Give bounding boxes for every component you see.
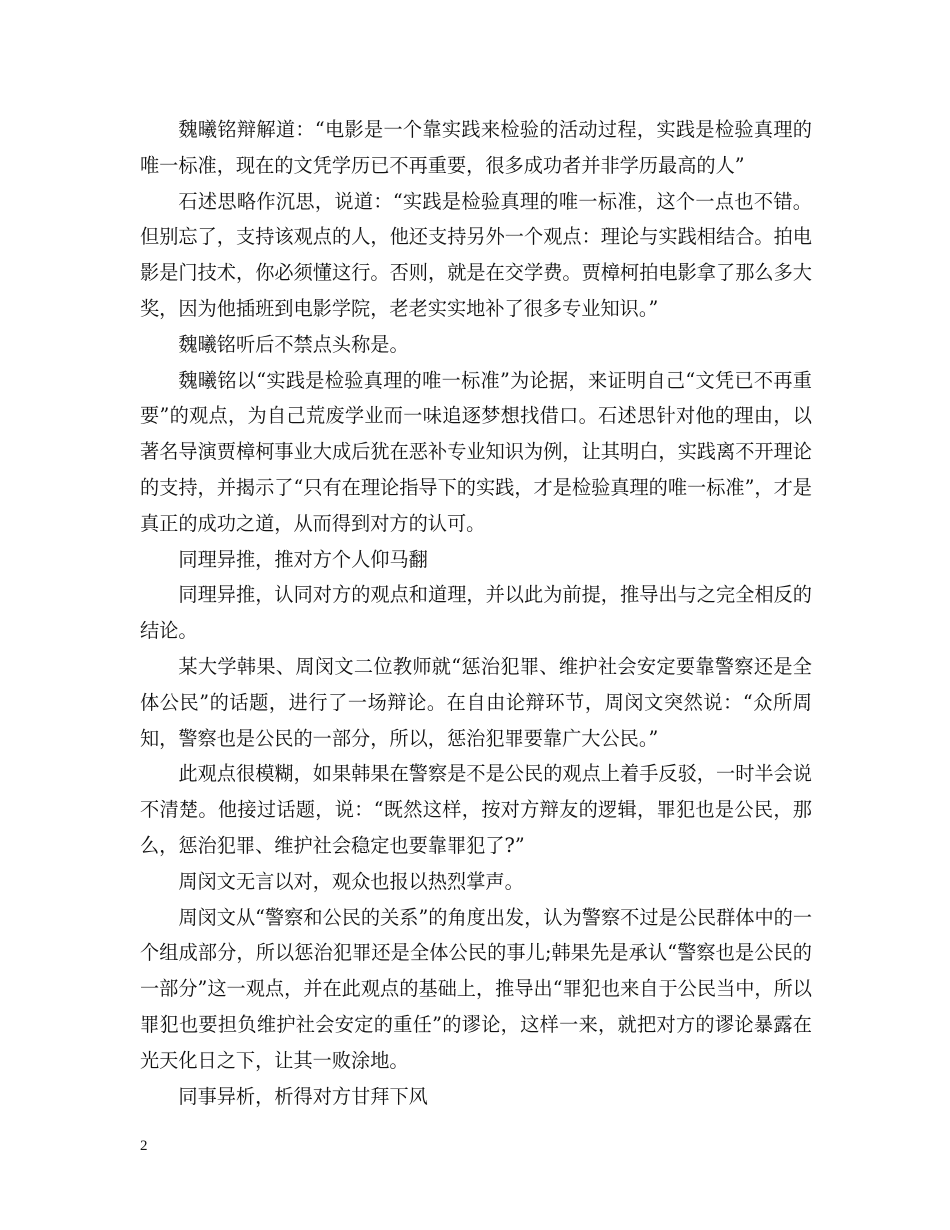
page-number: 2 <box>140 1138 148 1154</box>
paragraph: 魏曦铭以“实践是检验真理的唯一标准”为论据，来证明自己“文凭已不再重要”的观点，为自己荒废学业而一味追逐梦想找借口。石述思针对他的理由，以著名导演贾樟柯事业大成后犹在恶补专业知识为例，让其明白，实践离不开理论的支持，并揭示了“只有在理论指导下的实践，才是检验真理的唯一标准”，才是真正的成功之道，从而得到对方的认可。 <box>140 368 812 535</box>
section-heading: 同事异析，析得对方甘拜下风 <box>178 1084 428 1108</box>
paragraph: 某大学韩果、周闵文二位教师就“惩治犯罪、维护社会安定要靠警察还是全体公民”的话题，进行了一场辩论。在自由论辩环节，周闵文突然说：“众所周知，警察也是公民的一部分，所以，惩治犯罪要靠广大公民。” <box>140 654 812 750</box>
paragraph: 此观点很模糊，如果韩果在警察是不是公民的观点上着手反驳，一时半会说不清楚。他接过话题，说：“既然这样，按对方辩友的逻辑，罪犯也是公民，那么，惩治犯罪、维护社会稳定也要靠罪犯了?” <box>140 762 812 857</box>
paragraph: 魏曦铭辩解道：“电影是一个靠实践来检验的活动过程，实践是检验真理的唯一标准，现在的文凭学历已不再重要，很多成功者并非学历最高的人” <box>140 118 812 177</box>
body-text <box>140 112 812 1114</box>
paragraph: 石述思略作沉思，说道：“实践是检验真理的唯一标准，这个一点也不错。但别忘了，支持该观点的人，他还支持另外一个观点：理论与实践相结合。拍电影是门技术，你必须懂这行。否则，就是在交学费。贾樟柯拍电影拿了那么多大奖，因为他插班到电影学院，老老实实地补了很多专业知识。” <box>140 189 812 320</box>
section-heading: 同理异推，推对方个人仰马翻 <box>178 547 428 571</box>
paragraph: 周闵文无言以对，观众也报以热烈掌声。 <box>178 869 524 893</box>
paragraph: 同理异推，认同对方的观点和道理，并以此为前提，推导出与之完全相反的结论。 <box>140 583 812 643</box>
paragraph: 周闵文从“警察和公民的关系”的角度出发，认为警察不过是公民群体中的一个组成部分，所以惩治犯罪还是全体公民的事儿;韩果先是承认“警察也是公民的一部分”这一观点，并在此观点的基础上，推导出“罪犯也来自于公民当中，所以罪犯也要担负维护社会安定的重任”的谬论，这样一来，就把对方的谬论暴露在光天化日之下，让其一败涂地。 <box>140 905 813 1072</box>
paragraph: 魏曦铭听后不禁点头称是。 <box>178 332 409 356</box>
